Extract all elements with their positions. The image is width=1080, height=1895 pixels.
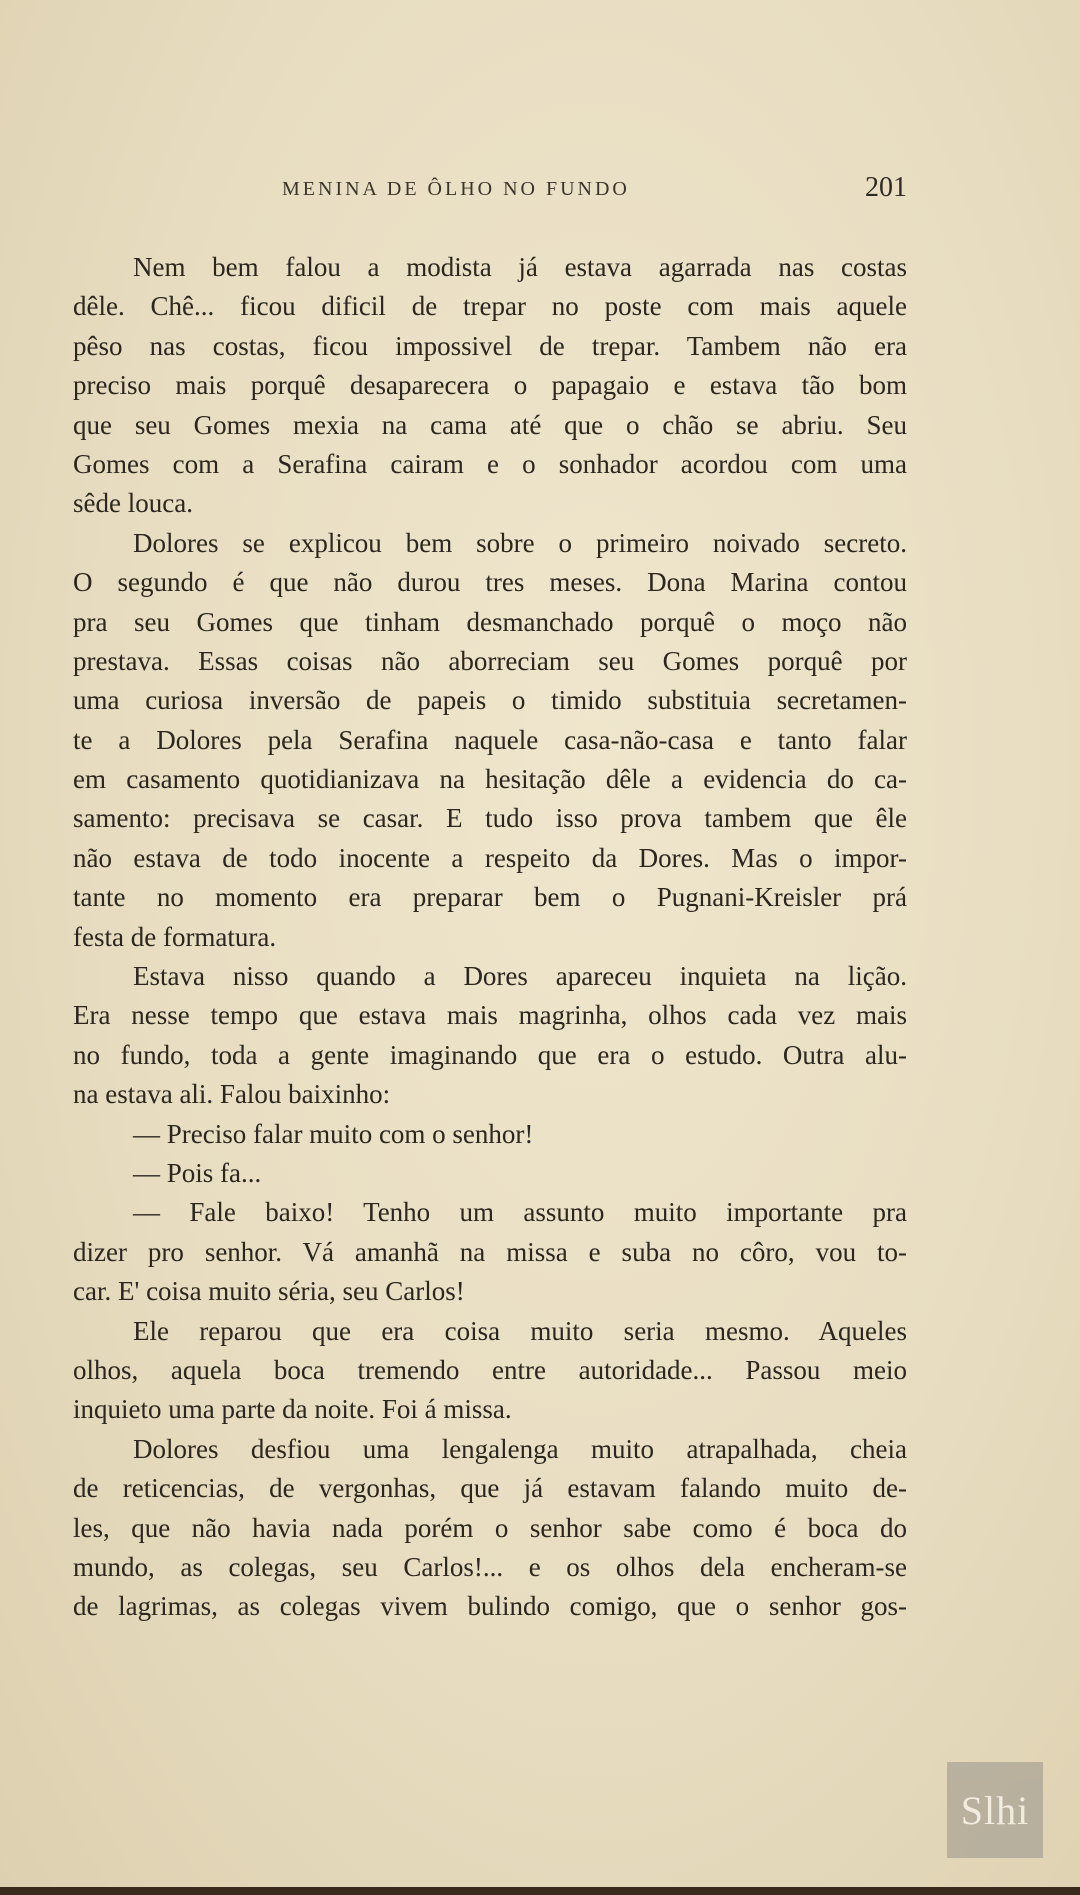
body-text	[73, 248, 907, 1627]
running-head	[282, 172, 907, 212]
dialog-line: — Preciso falar muito com o senhor!	[133, 1118, 534, 1149]
text-line: inquieto uma parte da noite. Foi á missa.	[73, 1394, 512, 1425]
text-line: pra seu Gomes que tinham desmanchado porquê o moço não	[73, 606, 907, 637]
text-line: pêso nas costas, ficou impossivel de trepar. Tambem não era	[73, 330, 907, 361]
text-line: tante no momento era preparar bem o Pugnani-Kreisler prá	[73, 882, 907, 913]
text-line: Ele reparou que era coisa muito seria mesmo. Aqueles	[133, 1315, 907, 1346]
text-line: dêle. Chê... ficou dificil de trepar no poste com mais aquele	[73, 291, 907, 322]
text-line: de reticencias, de vergonhas, que já estavam falando muito de-	[73, 1473, 907, 1504]
dialog-line: — Pois fa...	[133, 1157, 262, 1188]
text-line: mundo, as colegas, seu Carlos!... e os olhos dela encheram-se	[73, 1551, 907, 1582]
text-line: sêde louca.	[73, 488, 193, 519]
text-line: O segundo é que não durou tres meses. Dona Marina contou	[73, 567, 907, 598]
text-line: prestava. Essas coisas não aborreciam seu Gomes porquê por	[73, 645, 907, 676]
page-bottom-edge	[0, 1887, 1080, 1895]
text-line: na estava ali. Falou baixinho:	[73, 1079, 391, 1110]
text-line: festa de formatura.	[73, 921, 277, 952]
page-number: 201	[865, 172, 907, 203]
library-stamp	[947, 1762, 1043, 1858]
text-line: em casamento quotidianizava na hesitação dêle a evidencia do ca-	[73, 764, 907, 795]
text-line: preciso mais porquê desaparecera o papagaio e estava tão bom	[73, 370, 907, 401]
text-line: olhos, aquela boca tremendo entre autoridade... Passou meio	[73, 1354, 907, 1385]
text-line: no fundo, toda a gente imaginando que era o estudo. Outra alu-	[73, 1039, 907, 1070]
text-line: samento: precisava se casar. E tudo isso prova tambem que êle	[73, 803, 907, 834]
text-line: Dolores desfiou uma lengalenga muito atrapalhada, cheia	[133, 1433, 907, 1464]
text-line: não estava de todo inocente a respeito da Dores. Mas o impor-	[73, 842, 907, 873]
text-line: uma curiosa inversão de papeis o timido substituia secretamen-	[73, 685, 907, 716]
text-line: Gomes com a Serafina cairam e o sonhador acordou com uma	[73, 448, 907, 479]
text-line: Estava nisso quando a Dores apareceu inquieta na lição.	[133, 961, 907, 992]
text-line: te a Dolores pela Serafina naquele casa-não-casa e tanto falar	[73, 724, 907, 755]
text-line: de lagrimas, as colegas vivem bulindo comigo, que o senhor gos-	[73, 1591, 907, 1622]
text-line: Dolores se explicou bem sobre o primeiro noivado secreto.	[133, 527, 907, 558]
text-line: dizer pro senhor. Vá amanhã na missa e suba no côro, vou to-	[73, 1236, 907, 1267]
text-line: les, que não havia nada porém o senhor sabe como é boca do	[73, 1512, 907, 1543]
text-line: car. E' coisa muito séria, seu Carlos!	[73, 1276, 465, 1307]
text-line: que seu Gomes mexia na cama até que o chão se abriu. Seu	[73, 409, 907, 440]
running-title: MENINA DE ÔLHO NO FUNDO	[282, 178, 630, 200]
dialog-line: — Fale baixo! Tenho um assunto muito importante pra	[133, 1197, 907, 1228]
stamp-text: Slhi	[960, 1787, 1030, 1833]
text-line: Era nesse tempo que estava mais magrinha, olhos cada vez mais	[73, 1000, 907, 1031]
text-line: Nem bem falou a modista já estava agarrada nas costas	[133, 252, 907, 282]
